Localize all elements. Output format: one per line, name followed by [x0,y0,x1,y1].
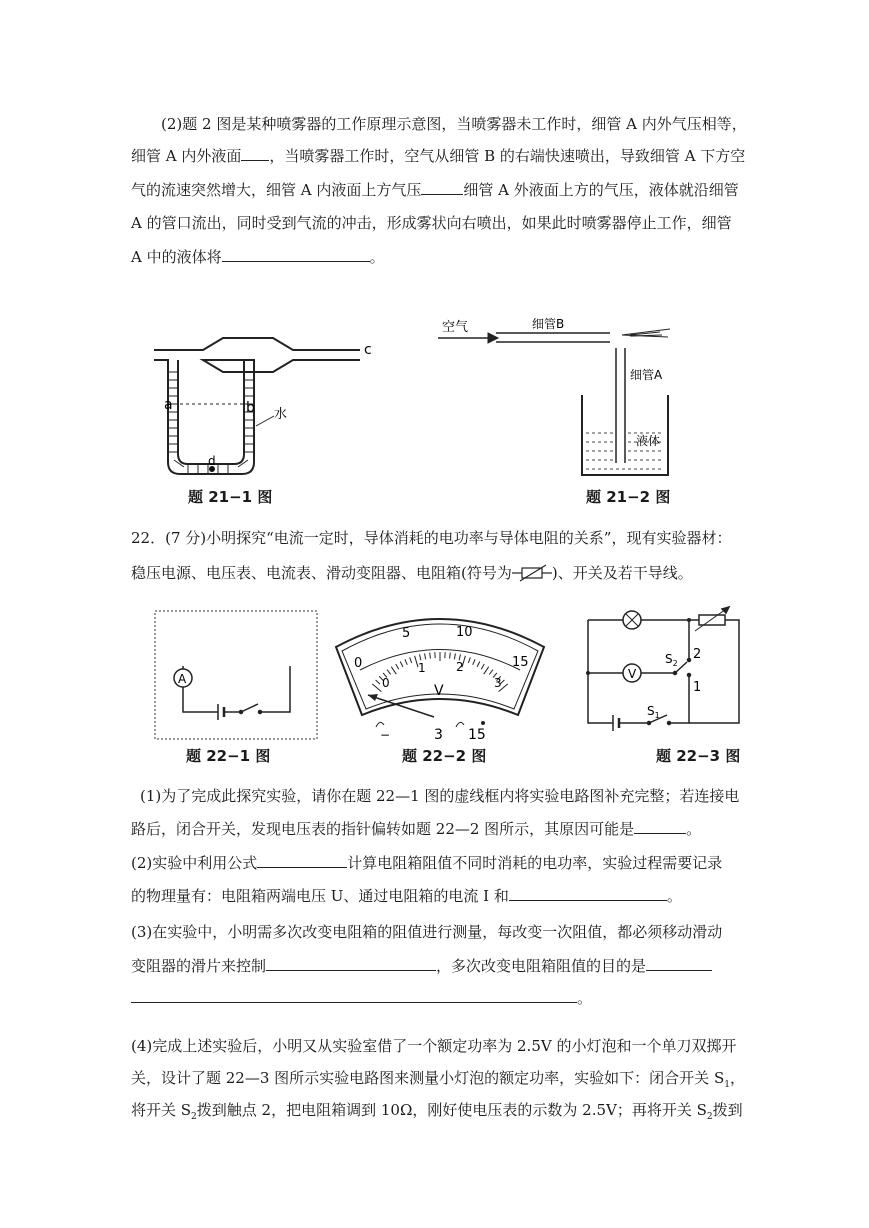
label-water: 水 [274,407,288,422]
inner-tick-label: 1 [418,661,426,675]
scale-tick [396,664,399,669]
inner-tick-label: 2 [456,660,464,674]
scale-tick [489,670,493,675]
scale-tick [387,670,391,675]
q22-p4-line3 [131,1100,743,1127]
terminal-label: 15 [468,727,486,743]
q21-line4: A 的管口流出，同时受到气流的冲击，形成雾状向右喷出，如果此时喷雾器停止工作，细管 [131,214,732,232]
text: (2)实验中利用公式 [131,854,258,872]
inner-tick-label: 0 [382,676,390,690]
answer-blank[interactable] [634,819,686,834]
text: 将开关 S [131,1101,192,1119]
scale-tick [391,667,396,675]
label-air: 空气 [442,320,469,335]
text: )、开关及若干导线。 [551,564,693,582]
label-b: b [246,400,255,416]
text: 计算电阻箱阻值不同时消耗的电功率，实验过程需要记录 [347,854,723,872]
answer-blank[interactable] [257,853,347,868]
figure-21-2 [430,305,680,490]
answer-blank[interactable] [241,146,269,161]
label-tube-b: 细管B [532,317,565,331]
scale-tick [420,654,421,660]
q21-line5 [131,247,385,267]
text: 变阻器的滑片来控制 [131,957,267,975]
scale-tick [405,659,407,665]
text: 。 [369,248,385,266]
text: ，当喷雾器工作时，空气从细管 B 的右端快速喷出，导致细管 A 下方空 [269,147,746,165]
text: 拨到 [712,1101,743,1119]
scale-tick [484,667,489,675]
outer-tick-label: 10 [456,625,473,640]
resistance-box-symbol [512,564,552,582]
scale-tick [410,657,412,663]
answer-blank[interactable] [131,988,577,1003]
terminal-label: − [380,728,391,742]
scale-tick [454,653,455,659]
q22-p2-line1 [131,853,722,873]
q22-p3-line3 [131,988,592,1008]
q22-line1: 22．(7 分)小明探究“电流一定时，导体消耗的电功率与导体电阻的关系”，现有实验器材： [131,529,732,547]
text: S [647,704,655,718]
text: 2 [672,659,678,668]
text: 的物理量有：电阻箱两端电压 U、通过电阻箱的电流 I 和 [131,887,509,905]
caption-21-2: 题 21−2 图 [586,488,671,506]
q22-p4-line1: (4)完成上述实验后，小明又从实验室借了一个额定功率为 2.5V 的小灯泡和一个单刀双掷开 [131,1037,737,1055]
answer-blank[interactable] [222,247,370,262]
terminal-label: 3 [434,727,443,743]
text: 细管 A 外液面上方的气压，液体就沿细管 [463,181,739,199]
answer-blank[interactable] [646,956,712,971]
text: 1 [654,711,660,720]
figure-22-2 [328,605,553,745]
q22-p3-line1: (3)在实验中，小明需多次改变电阻箱的阻值进行测量，每改变一次阻值，都必须移动滑动 [131,923,723,941]
scale-tick [430,653,431,659]
outer-tick-label: 0 [354,656,363,671]
text: ， [729,1069,745,1087]
voltmeter-label: V [628,667,637,681]
text: ，多次改变电阻箱阻值的目的是 [436,957,647,975]
label-a: a [164,397,173,413]
scale-tick [400,662,403,667]
label-d: d [208,454,216,468]
label-liquid: 液体 [636,434,661,448]
text: 。 [666,887,682,905]
q22-line2 [131,563,693,583]
scale-tick [376,680,380,684]
q22-p3-line2 [131,956,712,976]
inner-tick-label: 3 [494,676,502,690]
text: S [665,652,673,666]
figure-21-1 [148,330,388,490]
label-c: c [364,342,372,358]
scale-tick [450,653,451,659]
caption-22-1: 题 22−1 图 [186,747,271,765]
q22-p1-line2 [131,819,701,839]
q22-p1-line1: (1)为了完成此探究实验，请你在题 22—1 图的虚线框内将实验电路图补充完整；若连接电 [140,787,740,805]
ammeter-label: A [178,672,187,686]
figure-22-3 [583,605,748,740]
scale-tick [477,662,480,667]
text: 稳压电源、电压表、电流表、滑动变阻器、电阻箱(符号为 [131,564,512,582]
switch-s1-label [647,704,660,720]
contact-1-label: 1 [693,680,702,695]
figure-22-1 [152,608,322,743]
answer-blank[interactable] [421,180,463,195]
text: 2 [191,1112,197,1122]
scale-tick [481,664,484,669]
text: 2 [706,1112,713,1122]
caption-22-3: 题 22−3 图 [656,747,741,765]
unit-label: V [434,683,444,699]
text: 关，设计了题 22—3 图所示实验电路图来测量小灯泡的额定功率，实验如下：闭合开关 S [131,1069,725,1087]
text: 1 [724,1080,730,1090]
scale-tick [473,659,475,665]
scale-tick [468,657,470,663]
text: 。 [686,820,702,838]
q21-line2 [131,146,745,166]
answer-blank[interactable] [266,956,436,971]
switch-s2-label [665,652,678,668]
text: 。 [577,989,593,1007]
text: 气的流速突然增大，细管 A 内液面上方气压 [131,181,422,199]
text: 细管 A 内外液面 [131,147,242,165]
q21-line3 [131,180,739,200]
label-tube-a: 细管A [630,368,663,382]
answer-blank[interactable] [509,886,667,901]
caption-21-1: 题 21−1 图 [188,488,273,506]
scale-tick [372,684,381,692]
contact-2-label: 2 [693,647,702,662]
text: A 中的液体将 [131,248,222,266]
caption-22-2: 题 22−2 图 [402,747,487,765]
text: 拨到触点 2，把电阻箱调到 10Ω，刚好使电压表的示数为 2.5V；再将开关 S [196,1101,707,1119]
outer-tick-label: 15 [512,655,529,670]
q21-line1: (2)题 2 图是某种喷雾器的工作原理示意图，当喷雾器未工作时，细管 A 内外气压相等， [161,115,747,133]
q22-p2-line2 [131,886,682,906]
outer-tick-label: 5 [402,626,411,641]
text: 路后，闭合开关，发现电压表的指针偏转如题 22—2 图所示，其原因可能是 [131,820,635,838]
scale-tick [425,653,426,659]
q22-p4-line2 [131,1068,745,1095]
